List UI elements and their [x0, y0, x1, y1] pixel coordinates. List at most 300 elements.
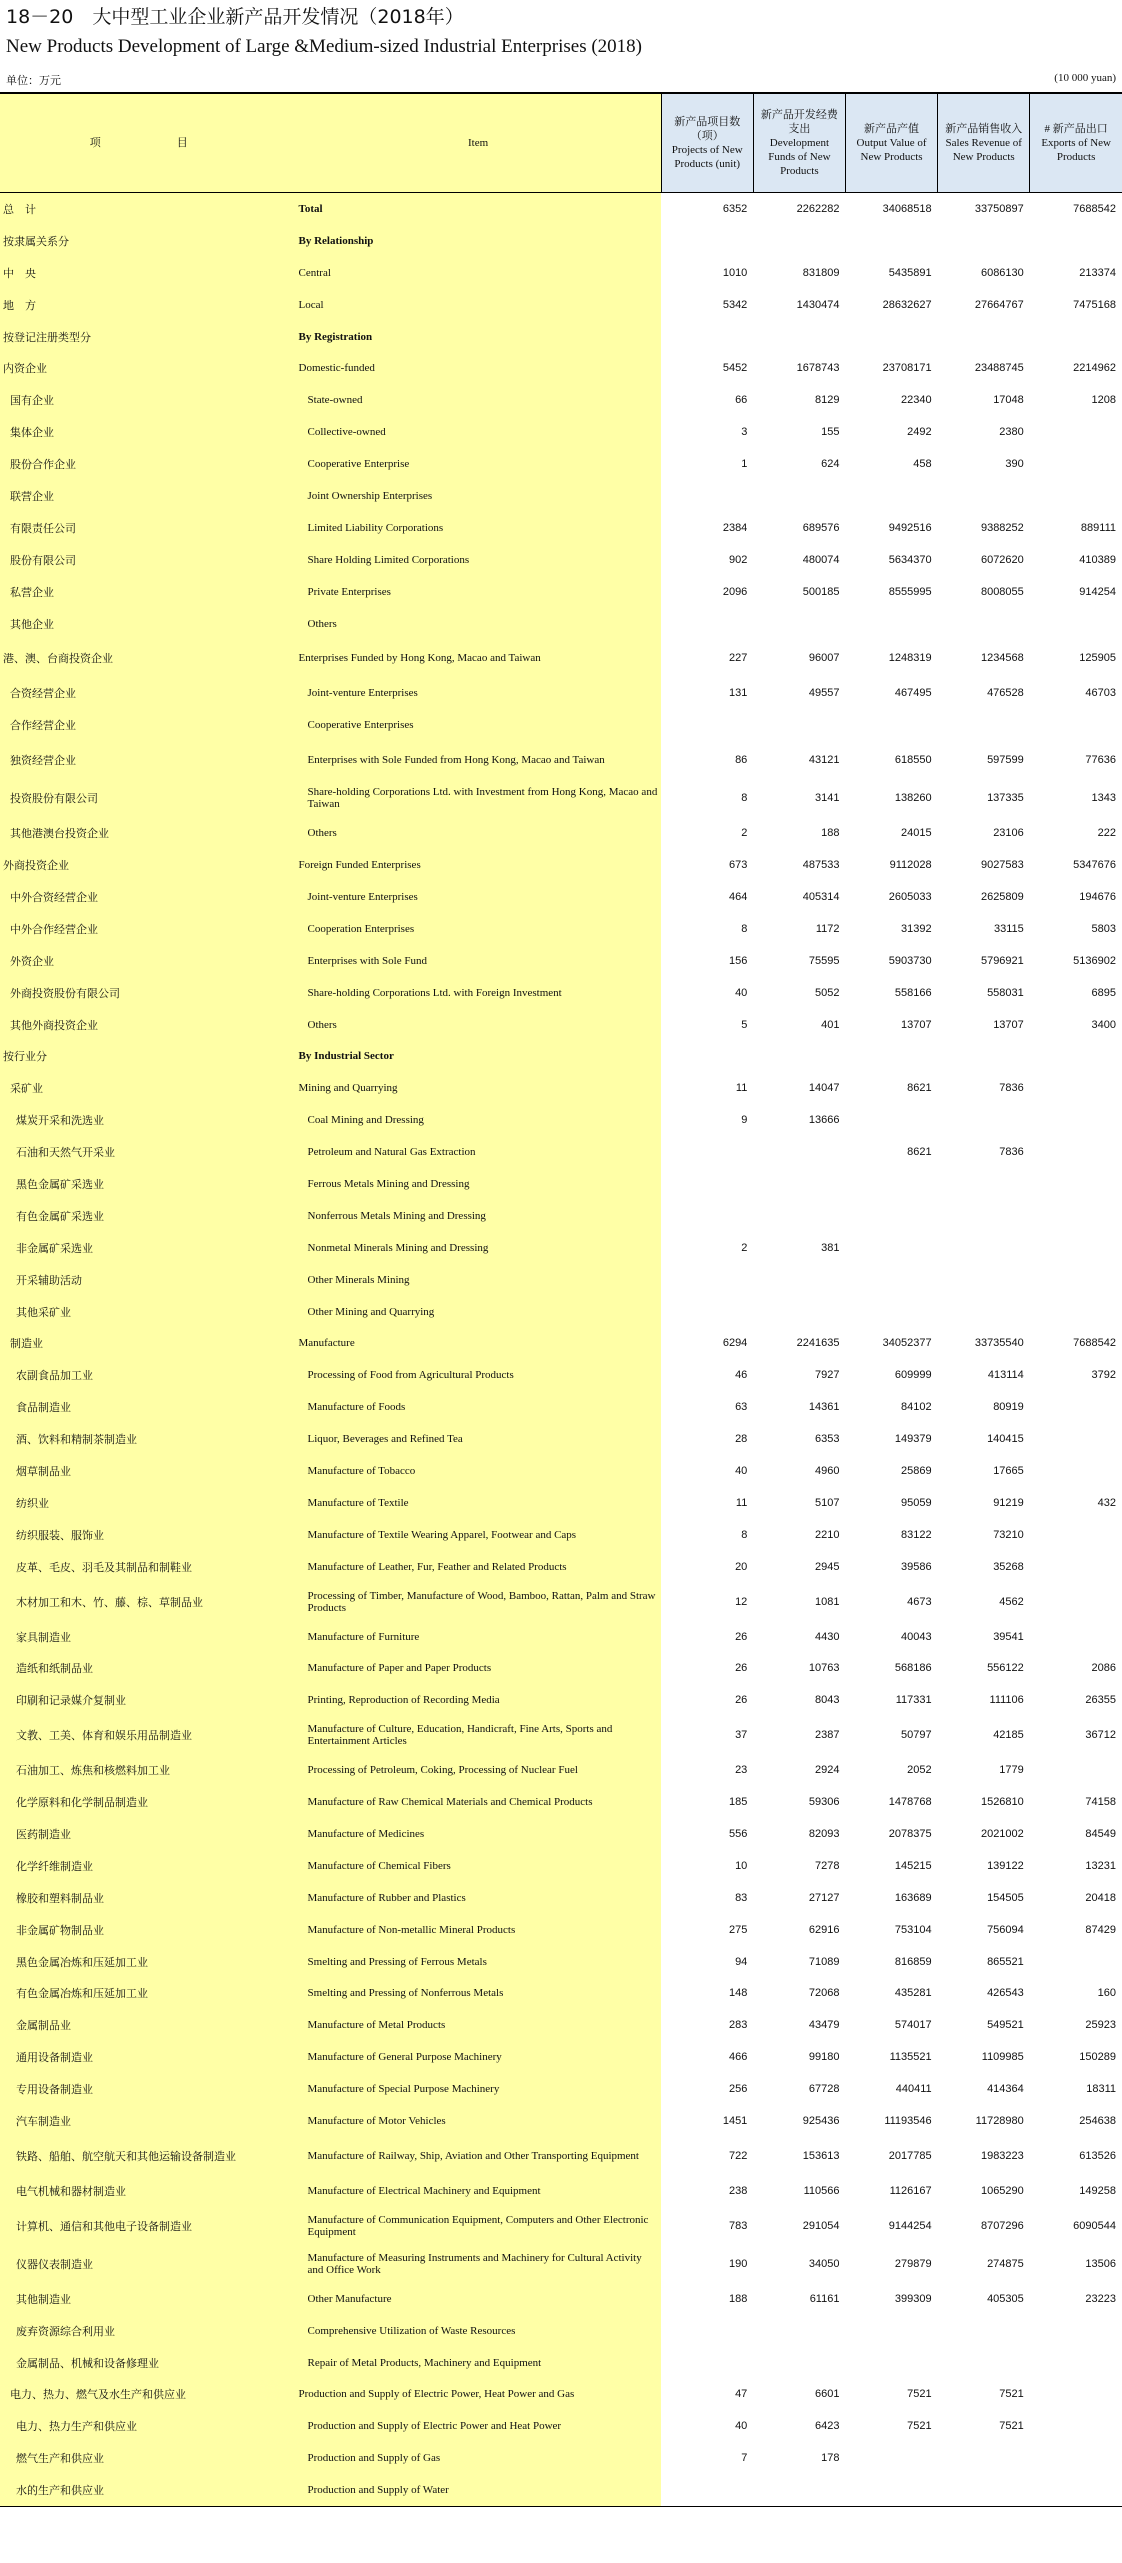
- unit-label-en: (10 000 yuan): [1054, 72, 1116, 84]
- cell-dev-funds: [753, 1264, 845, 1296]
- page-title: 18－20 大中型工业企业新产品开发情况（2018年）: [6, 6, 464, 28]
- table-row: [0, 480, 1122, 512]
- cell-dev-funds: 7927: [753, 1359, 845, 1391]
- cell-sales-revenue: 2625809: [938, 881, 1030, 913]
- cell-projects: 238: [661, 2175, 753, 2207]
- table-row: [0, 1882, 1122, 1914]
- cell-sales-revenue: 414364: [938, 2073, 1030, 2105]
- row-label-en: Other Manufacture: [296, 2283, 662, 2315]
- table-row: [0, 1136, 1122, 1168]
- row-label-cn: 联营企业: [0, 480, 296, 512]
- cell-exports: 160: [1030, 1978, 1122, 2010]
- header-sales-revenue-cn: 新产品销售收入: [945, 123, 1023, 135]
- cell-output-value: 95059: [845, 1487, 937, 1519]
- table-row: [0, 1455, 1122, 1487]
- cell-projects: 5452: [661, 352, 753, 384]
- table-row: [0, 709, 1122, 741]
- cell-projects: 11: [661, 1072, 753, 1104]
- header-exports: [1030, 93, 1122, 193]
- cell-projects: 86: [661, 741, 753, 779]
- table-row: [0, 2009, 1122, 2041]
- table-row: [0, 193, 1122, 225]
- cell-output-value: 9144254: [845, 2207, 937, 2245]
- row-label-cn: 专用设备制造业: [0, 2073, 296, 2105]
- table-row: [0, 2175, 1122, 2207]
- cell-output-value: 83122: [845, 1519, 937, 1551]
- row-label-en: Manufacture of Raw Chemical Materials and Chemical Products: [296, 1786, 662, 1818]
- cell-sales-revenue: [938, 709, 1030, 741]
- table-row: [0, 977, 1122, 1009]
- row-label-cn: 按隶属关系分: [0, 225, 296, 257]
- row-label-en: Petroleum and Natural Gas Extraction: [296, 1136, 662, 1168]
- cell-projects: 8: [661, 779, 753, 817]
- cell-exports: 213374: [1030, 257, 1122, 289]
- cell-projects: 26: [661, 1684, 753, 1716]
- row-label-en: Manufacture of Communication Equipment, Computers and Other Electronic Equipment: [296, 2207, 662, 2245]
- row-label-cn: 造纸和纸制品业: [0, 1653, 296, 1685]
- cell-output-value: 149379: [845, 1423, 937, 1455]
- cell-projects: 63: [661, 1391, 753, 1423]
- cell-projects: 26: [661, 1621, 753, 1653]
- cell-dev-funds: [753, 2347, 845, 2379]
- cell-dev-funds: 6601: [753, 2379, 845, 2411]
- row-label-en: Collective-owned: [296, 416, 662, 448]
- table-row: [0, 2410, 1122, 2442]
- cell-dev-funds: [753, 2474, 845, 2506]
- row-label-en: Share Holding Limited Corporations: [296, 544, 662, 576]
- cell-output-value: 279879: [845, 2245, 937, 2283]
- cell-sales-revenue: 17665: [938, 1455, 1030, 1487]
- table-row: [0, 1583, 1122, 1621]
- cell-output-value: 5435891: [845, 257, 937, 289]
- row-label-cn: 非金属矿物制品业: [0, 1914, 296, 1946]
- cell-output-value: [845, 321, 937, 353]
- cell-projects: 156: [661, 945, 753, 977]
- row-label-en: Manufacture of Culture, Education, Handicraft, Fine Arts, Sports and Entertainment Articles: [296, 1716, 662, 1754]
- row-label-cn: 内资企业: [0, 352, 296, 384]
- cell-dev-funds: 4960: [753, 1455, 845, 1487]
- table-row: [0, 2245, 1122, 2283]
- cell-dev-funds: 2241635: [753, 1328, 845, 1360]
- table-row: [0, 2474, 1122, 2506]
- cell-sales-revenue: 13707: [938, 1009, 1030, 1041]
- table-row: [0, 1487, 1122, 1519]
- row-label-en: Liquor, Beverages and Refined Tea: [296, 1423, 662, 1455]
- row-label-cn: 外资企业: [0, 945, 296, 977]
- cell-projects: 66: [661, 384, 753, 416]
- row-label-cn: 金属制品业: [0, 2009, 296, 2041]
- row-label-cn: 私营企业: [0, 576, 296, 608]
- row-label-en: Manufacture of Rubber and Plastics: [296, 1882, 662, 1914]
- cell-projects: [661, 1200, 753, 1232]
- row-label-en: Manufacture of Electrical Machinery and Equipment: [296, 2175, 662, 2207]
- cell-sales-revenue: 549521: [938, 2009, 1030, 2041]
- cell-sales-revenue: 137335: [938, 779, 1030, 817]
- cell-dev-funds: 487533: [753, 849, 845, 881]
- cell-output-value: 7521: [845, 2379, 937, 2411]
- cell-exports: 410389: [1030, 544, 1122, 576]
- cell-dev-funds: 75595: [753, 945, 845, 977]
- table-row: [0, 1328, 1122, 1360]
- table-row: [0, 1072, 1122, 1104]
- cell-exports: 84549: [1030, 1818, 1122, 1850]
- table-row: [0, 257, 1122, 289]
- row-label-en: Smelting and Pressing of Ferrous Metals: [296, 1946, 662, 1978]
- cell-output-value: 8621: [845, 1072, 937, 1104]
- unit-label-cn: 单位：万元: [6, 74, 61, 87]
- cell-dev-funds: 689576: [753, 512, 845, 544]
- cell-sales-revenue: 7836: [938, 1136, 1030, 1168]
- row-label-en: By Relationship: [296, 225, 662, 257]
- cell-projects: 8: [661, 913, 753, 945]
- row-label-cn: 黑色金属冶炼和压延加工业: [0, 1946, 296, 1978]
- cell-output-value: 163689: [845, 1882, 937, 1914]
- cell-output-value: 399309: [845, 2283, 937, 2315]
- cell-output-value: 2492: [845, 416, 937, 448]
- cell-output-value: 753104: [845, 1914, 937, 1946]
- cell-output-value: 558166: [845, 977, 937, 1009]
- cell-exports: 889111: [1030, 512, 1122, 544]
- cell-output-value: [845, 1232, 937, 1264]
- table-row: [0, 352, 1122, 384]
- cell-projects: 188: [661, 2283, 753, 2315]
- cell-projects: 2096: [661, 576, 753, 608]
- cell-projects: 5342: [661, 289, 753, 321]
- row-label-cn: 有限责任公司: [0, 512, 296, 544]
- cell-sales-revenue: [938, 1296, 1030, 1328]
- table-row: [0, 2315, 1122, 2347]
- cell-output-value: 23708171: [845, 352, 937, 384]
- cell-dev-funds: [753, 1200, 845, 1232]
- cell-output-value: 8621: [845, 1136, 937, 1168]
- cell-output-value: 117331: [845, 1684, 937, 1716]
- cell-sales-revenue: 139122: [938, 1850, 1030, 1882]
- cell-exports: [1030, 1754, 1122, 1786]
- cell-dev-funds: 67728: [753, 2073, 845, 2105]
- cell-sales-revenue: [938, 1168, 1030, 1200]
- cell-sales-revenue: 7521: [938, 2410, 1030, 2442]
- cell-sales-revenue: 476528: [938, 677, 1030, 709]
- cell-dev-funds: 3141: [753, 779, 845, 817]
- cell-dev-funds: 153613: [753, 2137, 845, 2175]
- cell-exports: 5136902: [1030, 945, 1122, 977]
- cell-sales-revenue: 865521: [938, 1946, 1030, 1978]
- cell-exports: 46703: [1030, 677, 1122, 709]
- cell-dev-funds: 5052: [753, 977, 845, 1009]
- cell-exports: 222: [1030, 817, 1122, 849]
- cell-output-value: 24015: [845, 817, 937, 849]
- cell-output-value: [845, 480, 937, 512]
- cell-dev-funds: [753, 321, 845, 353]
- cell-exports: [1030, 1551, 1122, 1583]
- table-row: [0, 608, 1122, 640]
- cell-exports: [1030, 480, 1122, 512]
- cell-exports: 6895: [1030, 977, 1122, 1009]
- table-row: [0, 1264, 1122, 1296]
- cell-output-value: 1126167: [845, 2175, 937, 2207]
- cell-output-value: 1248319: [845, 639, 937, 677]
- cell-dev-funds: 72068: [753, 1978, 845, 2010]
- cell-sales-revenue: [938, 2315, 1030, 2347]
- cell-projects: 94: [661, 1946, 753, 1978]
- header-exports-cn: # 新产品出口: [1044, 123, 1108, 135]
- row-label-en: Processing of Timber, Manufacture of Wood, Bamboo, Rattan, Palm and Straw Products: [296, 1583, 662, 1621]
- cell-output-value: 8555995: [845, 576, 937, 608]
- cell-exports: 914254: [1030, 576, 1122, 608]
- cell-projects: 190: [661, 2245, 753, 2283]
- cell-projects: 902: [661, 544, 753, 576]
- cell-dev-funds: 1081: [753, 1583, 845, 1621]
- table-row: [0, 1391, 1122, 1423]
- cell-sales-revenue: 426543: [938, 1978, 1030, 2010]
- table-row: [0, 1232, 1122, 1264]
- data-table: [0, 92, 1122, 2507]
- row-label-en: Cooperative Enterprises: [296, 709, 662, 741]
- header-dev-funds-en: Development Funds of New Products: [768, 137, 831, 177]
- table-row: [0, 384, 1122, 416]
- row-label-en: Share-holding Corporations Ltd. with Investment from Hong Kong, Macao and Taiwan: [296, 779, 662, 817]
- cell-output-value: 440411: [845, 2073, 937, 2105]
- cell-projects: 256: [661, 2073, 753, 2105]
- cell-dev-funds: 99180: [753, 2041, 845, 2073]
- cell-sales-revenue: 11728980: [938, 2105, 1030, 2137]
- cell-projects: 5: [661, 1009, 753, 1041]
- table-header-row: [0, 93, 1122, 193]
- row-label-cn: 印刷和记录媒介复制业: [0, 1684, 296, 1716]
- row-label-en: Manufacture of Furniture: [296, 1621, 662, 1653]
- cell-projects: 148: [661, 1978, 753, 2010]
- cell-output-value: 2605033: [845, 881, 937, 913]
- cell-exports: [1030, 608, 1122, 640]
- cell-exports: [1030, 321, 1122, 353]
- row-label-en: Joint-venture Enterprises: [296, 677, 662, 709]
- row-label-en: Manufacture of Leather, Fur, Feather and Related Products: [296, 1551, 662, 1583]
- row-label-en: Manufacture of Non-metallic Mineral Products: [296, 1914, 662, 1946]
- cell-sales-revenue: 1983223: [938, 2137, 1030, 2175]
- cell-sales-revenue: 35268: [938, 1551, 1030, 1583]
- cell-projects: 2: [661, 817, 753, 849]
- cell-sales-revenue: 9388252: [938, 512, 1030, 544]
- cell-dev-funds: 178: [753, 2442, 845, 2474]
- row-label-en: Enterprises Funded by Hong Kong, Macao and Taiwan: [296, 639, 662, 677]
- cell-dev-funds: 13666: [753, 1104, 845, 1136]
- cell-exports: [1030, 2379, 1122, 2411]
- table-row: [0, 849, 1122, 881]
- cell-output-value: [845, 2442, 937, 2474]
- cell-exports: [1030, 448, 1122, 480]
- table-row: [0, 913, 1122, 945]
- table-row: [0, 2137, 1122, 2175]
- cell-sales-revenue: 6072620: [938, 544, 1030, 576]
- cell-sales-revenue: 23106: [938, 817, 1030, 849]
- row-label-en: Enterprises with Sole Funded from Hong Kong, Macao and Taiwan: [296, 741, 662, 779]
- cell-sales-revenue: 1234568: [938, 639, 1030, 677]
- cell-sales-revenue: 8008055: [938, 576, 1030, 608]
- cell-exports: [1030, 1519, 1122, 1551]
- cell-projects: 3: [661, 416, 753, 448]
- cell-output-value: 4673: [845, 1583, 937, 1621]
- row-label-en: Cooperation Enterprises: [296, 913, 662, 945]
- table-row: [0, 1946, 1122, 1978]
- cell-sales-revenue: 39541: [938, 1621, 1030, 1653]
- cell-dev-funds: 2924: [753, 1754, 845, 1786]
- cell-output-value: 28632627: [845, 289, 937, 321]
- cell-dev-funds: 1430474: [753, 289, 845, 321]
- cell-dev-funds: 4430: [753, 1621, 845, 1653]
- cell-dev-funds: 480074: [753, 544, 845, 576]
- table-row: [0, 2041, 1122, 2073]
- cell-projects: 2: [661, 1232, 753, 1264]
- cell-sales-revenue: 80919: [938, 1391, 1030, 1423]
- cell-sales-revenue: 1779: [938, 1754, 1030, 1786]
- table-row: [0, 945, 1122, 977]
- row-label-en: Joint Ownership Enterprises: [296, 480, 662, 512]
- cell-output-value: 39586: [845, 1551, 937, 1583]
- row-label-en: Nonmetal Minerals Mining and Dressing: [296, 1232, 662, 1264]
- row-label-en: Printing, Reproduction of Recording Media: [296, 1684, 662, 1716]
- cell-exports: 26355: [1030, 1684, 1122, 1716]
- cell-output-value: 1135521: [845, 2041, 937, 2073]
- header-sales-revenue-en: Sales Revenue of New Products: [945, 137, 1022, 163]
- table-row: [0, 2347, 1122, 2379]
- row-label-en: Domestic-funded: [296, 352, 662, 384]
- cell-dev-funds: 62916: [753, 1914, 845, 1946]
- row-label-cn: 合资经营企业: [0, 677, 296, 709]
- cell-sales-revenue: 73210: [938, 1519, 1030, 1551]
- table-row: [0, 1754, 1122, 1786]
- row-label-en: Comprehensive Utilization of Waste Resources: [296, 2315, 662, 2347]
- row-label-en: Ferrous Metals Mining and Dressing: [296, 1168, 662, 1200]
- cell-exports: 77636: [1030, 741, 1122, 779]
- table-row: [0, 1296, 1122, 1328]
- row-label-cn: 木材加工和木、竹、藤、棕、草制品业: [0, 1583, 296, 1621]
- table-row: [0, 677, 1122, 709]
- cell-output-value: [845, 2347, 937, 2379]
- header-dev-funds-cn: 新产品开发经费支出: [760, 109, 838, 135]
- row-label-en: Enterprises with Sole Fund: [296, 945, 662, 977]
- cell-dev-funds: 2387: [753, 1716, 845, 1754]
- cell-exports: 7475168: [1030, 289, 1122, 321]
- row-label-en: Repair of Metal Products, Machinery and Equipment: [296, 2347, 662, 2379]
- table-row: [0, 416, 1122, 448]
- cell-dev-funds: 401: [753, 1009, 845, 1041]
- row-label-cn: 非金属矿采选业: [0, 1232, 296, 1264]
- cell-dev-funds: 71089: [753, 1946, 845, 1978]
- table-row: [0, 1978, 1122, 2010]
- cell-sales-revenue: 33115: [938, 913, 1030, 945]
- table-row: [0, 2105, 1122, 2137]
- cell-output-value: 40043: [845, 1621, 937, 1653]
- row-label-cn: 黑色金属矿采选业: [0, 1168, 296, 1200]
- cell-sales-revenue: 1065290: [938, 2175, 1030, 2207]
- cell-sales-revenue: 756094: [938, 1914, 1030, 1946]
- row-label-en: Manufacture of Measuring Instruments and Machinery for Cultural Activity and Office Work: [296, 2245, 662, 2283]
- header-projects-en: Projects of New Products (unit): [671, 144, 743, 170]
- cell-exports: 87429: [1030, 1914, 1122, 1946]
- cell-dev-funds: 2262282: [753, 193, 845, 225]
- cell-sales-revenue: 17048: [938, 384, 1030, 416]
- cell-projects: [661, 480, 753, 512]
- cell-exports: 25923: [1030, 2009, 1122, 2041]
- cell-projects: [661, 608, 753, 640]
- cell-sales-revenue: [938, 1232, 1030, 1264]
- row-label-cn: 通用设备制造业: [0, 2041, 296, 2073]
- cell-exports: 254638: [1030, 2105, 1122, 2137]
- cell-exports: [1030, 1040, 1122, 1072]
- cell-sales-revenue: 1109985: [938, 2041, 1030, 2073]
- cell-dev-funds: 43479: [753, 2009, 845, 2041]
- cell-exports: 6090544: [1030, 2207, 1122, 2245]
- table-row: [0, 1914, 1122, 1946]
- cell-sales-revenue: [938, 1200, 1030, 1232]
- cell-sales-revenue: 9027583: [938, 849, 1030, 881]
- row-label-en: Manufacture of Textile: [296, 1487, 662, 1519]
- table-row: [0, 321, 1122, 353]
- cell-dev-funds: 2945: [753, 1551, 845, 1583]
- row-label-cn: 仪器仪表制造业: [0, 2245, 296, 2283]
- table-row: [0, 1168, 1122, 1200]
- cell-dev-funds: 82093: [753, 1818, 845, 1850]
- cell-projects: 10: [661, 1850, 753, 1882]
- row-label-cn: 其他企业: [0, 608, 296, 640]
- table-body: [0, 193, 1122, 2507]
- cell-sales-revenue: [938, 2474, 1030, 2506]
- table-row: [0, 1423, 1122, 1455]
- row-label-cn: 医药制造业: [0, 1818, 296, 1850]
- cell-exports: 36712: [1030, 1716, 1122, 1754]
- cell-projects: 1451: [661, 2105, 753, 2137]
- cell-exports: 2086: [1030, 1653, 1122, 1685]
- row-label-cn: 农副食品加工业: [0, 1359, 296, 1391]
- row-label-cn: 采矿业: [0, 1072, 296, 1104]
- cell-projects: 722: [661, 2137, 753, 2175]
- cell-sales-revenue: 8707296: [938, 2207, 1030, 2245]
- cell-dev-funds: 34050: [753, 2245, 845, 2283]
- row-label-cn: 铁路、船舶、航空航天和其他运输设备制造业: [0, 2137, 296, 2175]
- cell-exports: [1030, 1946, 1122, 1978]
- header-output-value-cn: 新产品产值: [864, 123, 920, 135]
- cell-exports: [1030, 1455, 1122, 1487]
- row-label-en: State-owned: [296, 384, 662, 416]
- table-row: [0, 779, 1122, 817]
- cell-dev-funds: [753, 1296, 845, 1328]
- row-label-en: Foreign Funded Enterprises: [296, 849, 662, 881]
- row-label-en: Manufacture of Tobacco: [296, 1455, 662, 1487]
- cell-sales-revenue: 413114: [938, 1359, 1030, 1391]
- row-label-cn: 其他采矿业: [0, 1296, 296, 1328]
- row-label-cn: 国有企业: [0, 384, 296, 416]
- cell-exports: [1030, 1423, 1122, 1455]
- row-label-cn: 文教、工美、体育和娱乐用品制造业: [0, 1716, 296, 1754]
- row-label-cn: 酒、饮料和精制茶制造业: [0, 1423, 296, 1455]
- row-label-cn: 开采辅助活动: [0, 1264, 296, 1296]
- cell-sales-revenue: 27664767: [938, 289, 1030, 321]
- cell-output-value: [845, 1200, 937, 1232]
- cell-exports: 13506: [1030, 2245, 1122, 2283]
- row-label-cn: 石油和天然气开采业: [0, 1136, 296, 1168]
- cell-sales-revenue: 7521: [938, 2379, 1030, 2411]
- row-label-en: Mining and Quarrying: [296, 1072, 662, 1104]
- cell-exports: [1030, 1136, 1122, 1168]
- cell-output-value: 145215: [845, 1850, 937, 1882]
- row-label-en: Smelting and Pressing of Nonferrous Metals: [296, 1978, 662, 2010]
- cell-dev-funds: 831809: [753, 257, 845, 289]
- table-row: [0, 881, 1122, 913]
- cell-output-value: 5903730: [845, 945, 937, 977]
- cell-projects: [661, 2315, 753, 2347]
- cell-dev-funds: 2210: [753, 1519, 845, 1551]
- header-item-cn: 项 目: [0, 93, 296, 193]
